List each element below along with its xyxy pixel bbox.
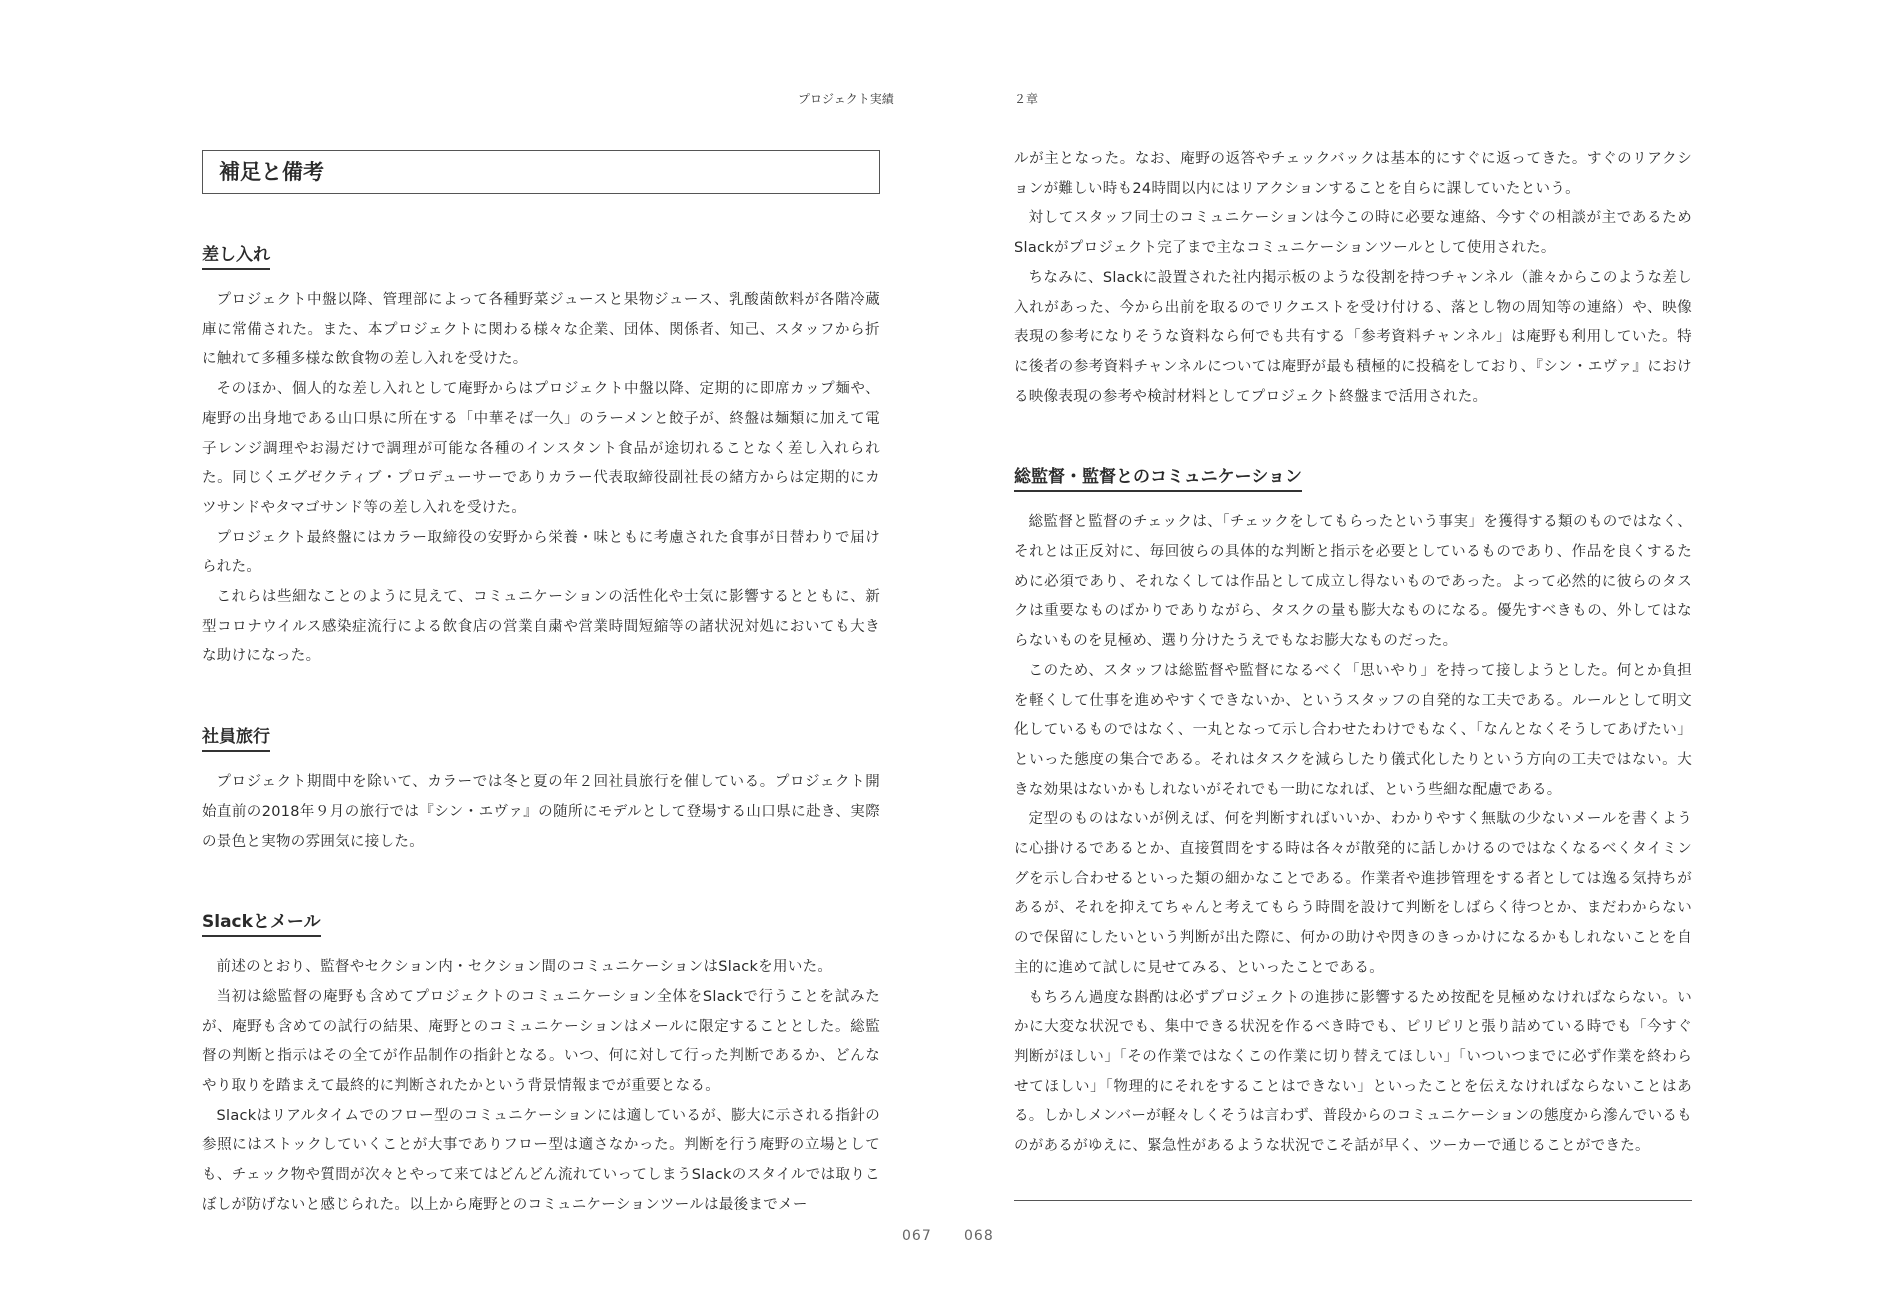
section-sashiire xyxy=(202,244,880,672)
right-column xyxy=(1014,145,1692,1216)
paragraph: プロジェクト中盤以降、管理部によって各種野菜ジュースと果物ジュース、乳酸菌飲料が各階冷蔵庫に常備された。また、本プロジェクトに関わる様々な企業、団体、関係者、知己、スタッフから折に触れて多種多様な飲食物の差し入れを受けた。 xyxy=(202,292,880,368)
section-slack-mail xyxy=(202,911,880,1220)
paragraph: このため、スタッフは総監督や監督になるべく「思いやり」を持って接しようとした。何とか負担を軽くして仕事を進めやすくできないか、というスタッフの自発的な工夫である。ルールとして明文化しているものではなく、一丸となって示し合わせたわけでもなく、「なんとなくそうしてあげたい」といった態度の集合である。それはタスクを減らしたり儀式化したりという方向の工夫ではない。大きな効果はないかもしれないがそれでも一助になれば、という些細な配慮である。 xyxy=(1014,662,1692,798)
left-column xyxy=(202,150,880,1275)
paragraph: ルが主となった。なお、庵野の返答やチェックバックは基本的にすぐに返ってきた。すぐのリアクションが難しい時も24時間以内にはリアクションすることを自らに課していたという。 xyxy=(1014,151,1692,197)
running-head-right: ２章 xyxy=(1014,92,1039,106)
paragraph: これらは些細なことのように見えて、コミュニケーションの活性化や士気に影響するとともに、新型コロナウイルス感染症流行による飲食店の営業自粛や営業時間短縮等の諸状況対処においても大きな助けになった。 xyxy=(202,589,880,665)
paragraph: もちろん過度な斟酌は必ずプロジェクトの進捗に影響するため按配を見極めなければならない。いかに大変な状況でも、集中できる状況を作るべき時でも、ピリピリと張り詰めている時でも「今すぐ判断がほしい」「その作業ではなくこの作業に切り替えてほしい」「いついつまでに必ず作業を終わらせてほしい」「物理的にそれをすることはできない」といったことを伝えなければならないことはある。しかしメンバーが軽々しくそうは言わず、普段からのコミュニケーションの態度から滲んでいるものがあるがゆえに、緊急性があるような状況でこそ話が早く、ツーカーで通じることができた。 xyxy=(1014,989,1692,1155)
section-title: 社員旅行 xyxy=(202,726,270,752)
page-number-right: 068 xyxy=(964,1228,994,1244)
paragraph: そのほか、個人的な差し入れとして庵野からはプロジェクト中盤以降、定期的に即席カップ麺や、庵野の出身地である山口県に所在する「中華そば一久」のラーメンと餃子が、終盤は麺類に加えて電子レンジ調理やお湯だけで調理が可能な各種のインスタント食品が途切れることなく差し入れられた。同じくエグゼクティブ・プロデューサーでありカラー代表取締役副社長の緒方からは定期的にカツサンドやタマゴサンド等の差し入れを受けた。 xyxy=(202,381,880,516)
footer-rule xyxy=(1014,1200,1692,1201)
paragraph: Slackはリアルタイムでのフロー型のコミュニケーションには適しているが、膨大に示される指針の参照にはストックしていくことが大事でありフロー型は適さなかった。判断を行う庵野の立場としても、チェック物や質問が次々とやって来てはどんどん流れていってしまうSlackのスタイルでは取りこぼしが防げないと感じられた。以上から庵野とのコミュニケーションツールは最後までメー xyxy=(202,1107,880,1213)
section-shain-ryokou xyxy=(202,726,880,857)
running-head-left: プロジェクト実績 xyxy=(798,92,894,106)
page-number-left: 067 xyxy=(902,1228,932,1244)
section-continued xyxy=(1014,145,1692,412)
chapter-heading: 補足と備考 xyxy=(202,150,880,194)
paragraph: 前述のとおり、監督やセクション内・セクション間のコミュニケーションはSlackを用いた。 xyxy=(216,959,833,976)
paragraph: 定型のものはないが例えば、何を判断すればいいか、わかりやすく無駄の少ないメールを書くように心掛けるであるとか、直接質問をする時は各々が散発的に話しかけるのではなくなるべくタイミングを示し合わせるといった類の細かなことである。作業者や進捗管理をする者としては逸る気持ちがあるが、それを抑えてちゃんと考えてもらう時間を設けて判断をしばらく待つとか、まだわからないので保留にしたいという判断が出た際に、何かの助けや閃きのきっかけになるかもしれないことを自主的に進めて試しに見せてみる、といったことである。 xyxy=(1014,811,1692,976)
paragraph: 当初は総監督の庵野も含めてプロジェクトのコミュニケーション全体をSlackで行うことを試みたが、庵野も含めての試行の結果、庵野とのコミュニケーションはメールに限定することとした。総監督の判断と指示はその全てが作品制作の指針となる。いつ、何に対して行った判断であるか、どんなやり取りを踏まえて最終的に判断されたかという背景情報までが重要となる。 xyxy=(202,988,880,1095)
paragraph: プロジェクト期間中を除いて、カラーでは冬と夏の年２回社員旅行を催している。プロジェクト開始直前の2018年９月の旅行では『シン・エヴァ』の随所にモデルとして登場する山口県に赴き、実際の景色と実物の雰囲気に接した。 xyxy=(202,774,880,850)
section-title: 差し入れ xyxy=(202,244,270,270)
paragraph: プロジェクト最終盤にはカラー取締役の安野から栄養・味ともに考慮された食事が日替わりで届けられた。 xyxy=(202,529,880,576)
paragraph: ちなみに、Slackに設置された社内掲示板のような役割を持つチャンネル（誰々からこのような差し入れがあった、今から出前を取るのでリクエストを受け付ける、落とし物の周知等の連絡）や、映像表現の参考になりそうな資料なら何でも共有する「参考資料チャンネル」は庵野も利用していた。特に後者の参考資料チャンネルについては庵野が最も積極的に投稿をしており、『シン・エヴァ』における映像表現の参考や検討材料としてプロジェクト終盤まで活用された。 xyxy=(1014,269,1692,405)
right-page xyxy=(940,0,1880,1300)
paragraph: 総監督と監督のチェックは、「チェックをしてもらったという事実」を獲得する類のものではなく、それとは正反対に、毎回彼らの具体的な判断と指示を必要としているものであり、作品を良くするために必須であり、それなくしては作品として成立し得ないものであった。よって必然的に彼らのタスクは重要なものばかりでありながら、タスクの量も膨大なものになる。優先すべきもの、外してはならないものを見極め、選り分けたうえでもなお膨大なものだった。 xyxy=(1014,514,1692,650)
section-director-communication xyxy=(1014,466,1692,1161)
section-title: 総監督・監督とのコミュニケーション xyxy=(1014,466,1302,492)
section-title: Slackとメール xyxy=(202,911,321,937)
paragraph: 対してスタッフ同士のコミュニケーションは今この時に必要な連絡、今すぐの相談が主であるためSlackがプロジェクト完了まで主なコミュニケーションツールとして使用された。 xyxy=(1014,210,1692,257)
